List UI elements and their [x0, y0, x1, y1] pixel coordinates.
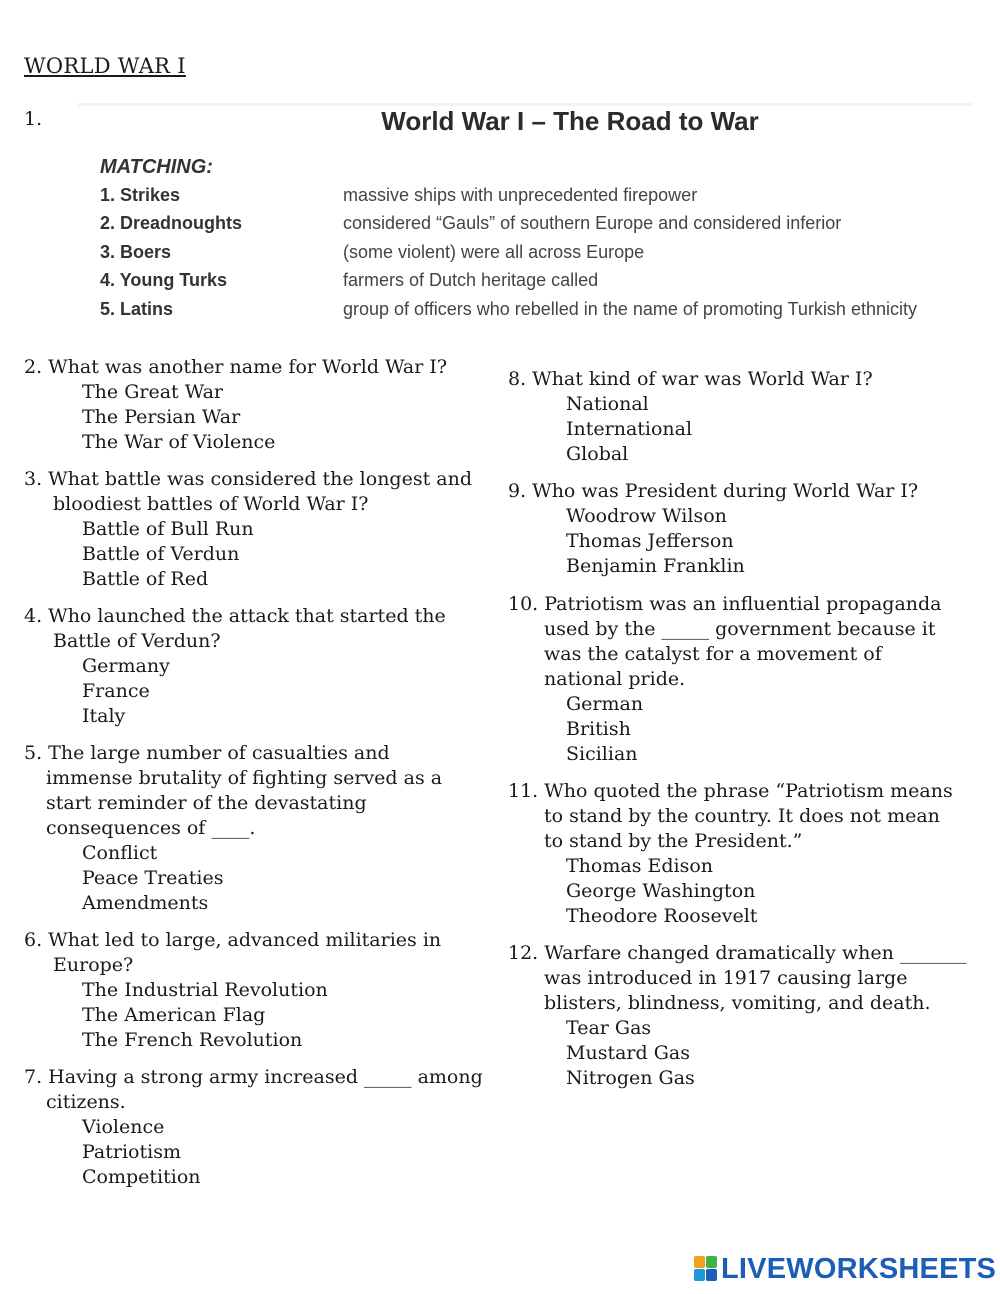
answer-option[interactable]: Italy: [82, 705, 126, 727]
matching-row: [100, 270, 960, 298]
answer-option[interactable]: Global: [566, 443, 629, 465]
matching-label: MATCHING:: [100, 156, 213, 178]
answer-option[interactable]: Nitrogen Gas: [566, 1067, 695, 1089]
question-9: [508, 479, 918, 579]
question-stem: Battle of Verdun?: [53, 630, 221, 652]
answer-option[interactable]: The Great War: [82, 381, 223, 403]
question-2: [24, 355, 447, 455]
question-stem: 9. Who was President during World War I?: [508, 480, 919, 502]
answer-option[interactable]: International: [566, 418, 693, 440]
matching-row: [100, 242, 960, 270]
question-stem: Europe?: [53, 954, 134, 976]
question-stem: 3. What battle was considered the longest and: [24, 468, 472, 490]
question-stem: 6. What led to large, advanced militaries in: [24, 929, 442, 951]
question-stem: start reminder of the devastating: [46, 792, 367, 814]
question-stem: bloodiest battles of World War I?: [53, 493, 369, 515]
question-stem: consequences of ____.: [46, 817, 256, 839]
question-4: [24, 604, 446, 729]
question-stem: 5. The large number of casualties and: [24, 742, 390, 764]
answer-option[interactable]: The Persian War: [82, 406, 241, 428]
question-10: [508, 592, 942, 767]
answer-option[interactable]: Competition: [82, 1166, 201, 1188]
answer-option[interactable]: Amendments: [82, 892, 209, 914]
answer-option[interactable]: France: [82, 680, 150, 702]
answer-option[interactable]: British: [566, 718, 631, 740]
question-stem: to stand by the President.”: [544, 830, 803, 852]
answer-option[interactable]: German: [566, 693, 644, 715]
question-stem: immense brutality of fighting served as a: [46, 767, 443, 789]
matching-row: [100, 185, 960, 213]
liveworksheets-logo-text: LIVEWORKSHEETS: [721, 1252, 997, 1285]
question-3: [24, 467, 472, 592]
matching-definition: farmers of Dutch heritage called: [343, 270, 599, 290]
question-8: [508, 367, 873, 467]
answer-option[interactable]: National: [566, 393, 649, 415]
question-stem: 12. Warfare changed dramatically when _______: [508, 942, 967, 964]
answer-option[interactable]: Thomas Jefferson: [566, 530, 734, 552]
question-6: [24, 928, 441, 1053]
question-5: [24, 741, 442, 916]
answer-option[interactable]: The War of Violence: [82, 431, 276, 453]
question-11: [508, 779, 953, 929]
answer-option[interactable]: Mustard Gas: [566, 1042, 690, 1064]
question-stem: blisters, blindness, vomiting, and death.: [544, 992, 931, 1014]
answer-option[interactable]: Benjamin Franklin: [566, 555, 745, 577]
matching-exercise-image: [78, 103, 972, 336]
question-1-number: 1.: [24, 108, 43, 130]
matching-term: 5. Latins: [100, 299, 174, 319]
matching-term: 3. Boers: [100, 242, 172, 262]
matching-row: [100, 299, 960, 327]
matching-definition: (some violent) were all across Europe: [343, 242, 645, 262]
question-stem: 8. What kind of war was World War I?: [508, 368, 873, 390]
matching-definition: massive ships with unprecedented firepower: [343, 185, 698, 205]
matching-row: [100, 213, 960, 241]
question-stem: 2. What was another name for World War I?: [24, 356, 448, 378]
answer-option[interactable]: Tear Gas: [566, 1017, 652, 1039]
answer-option[interactable]: Theodore Roosevelt: [566, 905, 758, 927]
question-stem: to stand by the country. It does not mean: [544, 805, 940, 827]
question-stem: used by the _____ government because it: [544, 618, 936, 640]
matching-term: 2. Dreadnoughts: [100, 213, 243, 233]
matching-definition: group of officers who rebelled in the name of promoting Turkish ethnicity: [343, 299, 917, 319]
question-stem: 7. Having a strong army increased _____ among: [24, 1066, 483, 1088]
answer-option[interactable]: Battle of Red: [82, 568, 209, 590]
answer-option[interactable]: Violence: [82, 1116, 165, 1138]
question-stem: 4. Who launched the attack that started the: [24, 605, 446, 627]
answer-option[interactable]: Peace Treaties: [82, 867, 224, 889]
liveworksheets-logo[interactable]: [694, 1254, 996, 1284]
answer-option[interactable]: The American Flag: [82, 1004, 266, 1026]
answer-option[interactable]: The French Revolution: [82, 1029, 303, 1051]
answer-option[interactable]: George Washington: [566, 880, 756, 902]
answer-option[interactable]: Woodrow Wilson: [566, 505, 727, 527]
answer-option[interactable]: Germany: [82, 655, 170, 677]
worksheet-title: WORLD WAR I: [24, 54, 186, 78]
answer-option[interactable]: The Industrial Revolution: [82, 979, 328, 1001]
matching-heading: World War I – The Road to War: [381, 106, 759, 136]
question-stem: 10. Patriotism was an influential propaganda: [508, 593, 942, 615]
answer-option[interactable]: Sicilian: [566, 743, 638, 765]
question-stem: was introduced in 1917 causing large: [544, 967, 908, 989]
matching-term: 1. Strikes: [100, 185, 181, 205]
answer-option[interactable]: Battle of Bull Run: [82, 518, 254, 540]
question-stem: was the catalyst for a movement of: [544, 643, 882, 665]
liveworksheets-logo-icon: [694, 1256, 718, 1282]
question-stem: 11. Who quoted the phrase “Patriotism means: [508, 780, 953, 802]
answer-option[interactable]: Thomas Edison: [566, 855, 714, 877]
answer-option[interactable]: Patriotism: [82, 1141, 181, 1163]
question-12: [508, 941, 966, 1091]
answer-option[interactable]: Battle of Verdun: [82, 543, 240, 565]
question-stem: national pride.: [544, 668, 686, 690]
matching-term: 4. Young Turks: [100, 270, 228, 290]
answer-option[interactable]: Conflict: [82, 842, 158, 864]
question-7: [24, 1065, 483, 1190]
question-stem: citizens.: [46, 1091, 126, 1113]
matching-definition: considered “Gauls” of southern Europe and considered inferior: [343, 213, 842, 233]
